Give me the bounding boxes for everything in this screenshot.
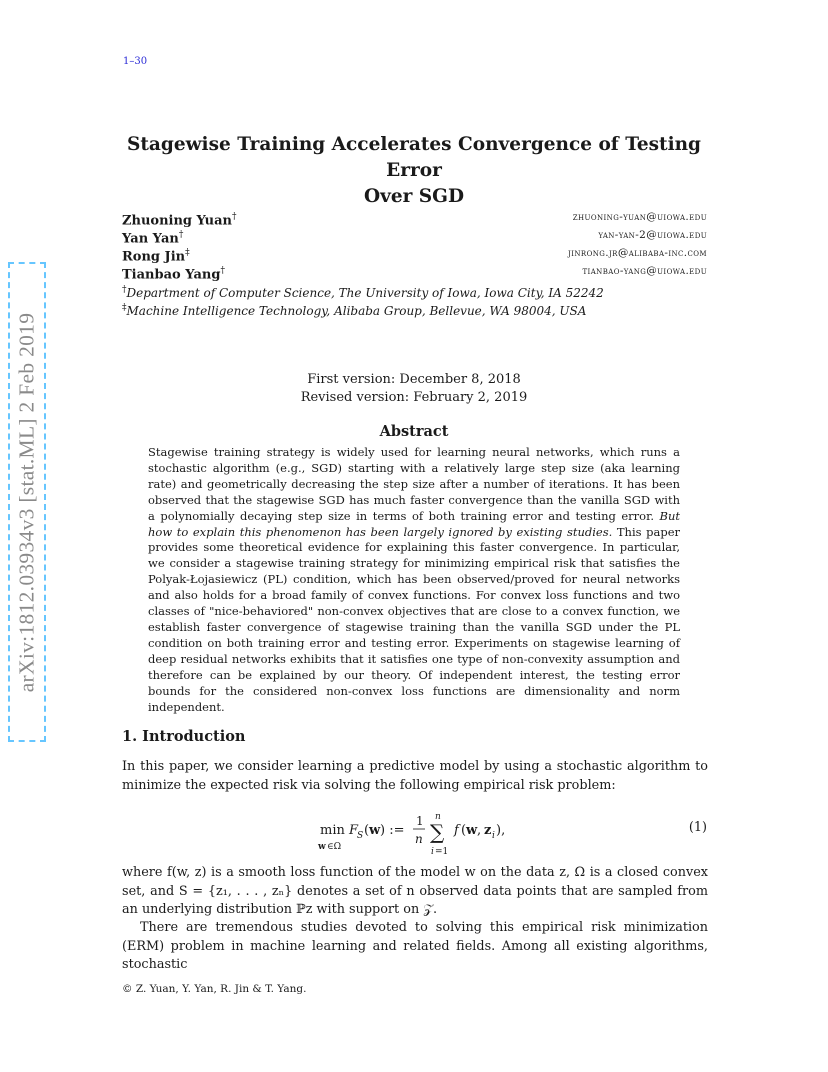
affiliation: ‡Machine Intelligence Technology, Alibaba Group, Bellevue, WA 98004, USA bbox=[122, 303, 587, 318]
svg-text:w: w bbox=[318, 842, 326, 852]
author-name: Tianbao Yang† bbox=[122, 266, 225, 283]
svg-text:S: S bbox=[357, 831, 364, 841]
page-range[interactable]: 1–30 bbox=[123, 56, 148, 67]
affiliation: †Department of Computer Science, The University of Iowa, Iowa City, IA 52242 bbox=[122, 285, 604, 300]
svg-text:,: , bbox=[477, 823, 482, 838]
svg-text:n: n bbox=[415, 832, 423, 846]
svg-text:w: w bbox=[466, 823, 478, 838]
svg-text:z: z bbox=[484, 823, 492, 838]
svg-text:(: ( bbox=[364, 823, 370, 838]
author-name: Rong Jin‡ bbox=[122, 248, 190, 265]
first-version: First version: December 8, 2018 bbox=[307, 372, 521, 387]
arxiv-id: arXiv:1812.03934v3 [stat.ML] 2 Feb 2019 bbox=[14, 312, 39, 692]
svg-text:) :=: ) := bbox=[380, 823, 405, 838]
equation-number: (1) bbox=[688, 820, 707, 835]
svg-text:∈Ω: ∈Ω bbox=[327, 842, 342, 852]
svg-text:),: ), bbox=[496, 823, 506, 838]
paper-title bbox=[100, 132, 728, 210]
author-email[interactable]: zhuoning-yuan@uiowa.edu bbox=[572, 211, 707, 223]
author-name: Zhuoning Yuan† bbox=[122, 212, 237, 229]
title-line-2: Over SGD bbox=[363, 186, 465, 207]
author-email[interactable]: jinrong.jr@alibaba-inc.com bbox=[568, 247, 707, 259]
svg-text:w: w bbox=[369, 823, 381, 838]
svg-text:=1: =1 bbox=[435, 847, 449, 857]
section-heading: 1. Introduction bbox=[122, 728, 246, 745]
svg-text:i: i bbox=[431, 847, 434, 857]
svg-text:min: min bbox=[320, 823, 345, 838]
intro-paragraph: where f(w, z) is a smooth loss function of the model w on the data z, Ω is a closed convex set, and S = {z₁, . . . , zₙ} denotes a set of n observed data points that are sampled from an underlying distribution ℙz with support on 𝒵. bbox=[122, 865, 708, 917]
arxiv-stamp bbox=[8, 262, 46, 742]
title-line-1: Stagewise Training Accelerates Convergence of Testing Error bbox=[127, 134, 701, 181]
svg-text:(: ( bbox=[461, 823, 467, 838]
svg-text:1: 1 bbox=[416, 814, 424, 828]
abstract-heading: Abstract bbox=[379, 423, 449, 440]
svg-text:F: F bbox=[349, 823, 359, 838]
svg-text:∑: ∑ bbox=[430, 820, 445, 844]
author-email[interactable]: yan-yan-2@uiowa.edu bbox=[598, 229, 707, 241]
copyright-footer: © Z. Yuan, Y. Yan, R. Jin & T. Yang. bbox=[122, 983, 307, 995]
intro-paragraph: In this paper, we consider learning a predictive model by using a stochastic algorithm to minimize the expected risk via solving the following empirical risk problem: bbox=[122, 759, 708, 793]
author-name: Yan Yan† bbox=[122, 230, 184, 247]
revised-version: Revised version: February 2, 2019 bbox=[300, 390, 528, 405]
svg-text:f: f bbox=[454, 823, 459, 838]
svg-text:i: i bbox=[492, 831, 495, 841]
abstract-body: Stagewise training strategy is widely used for learning neural networks, which runs a stochastic algorithm (e.g., SGD) starting with a relatively large step size (aka learning rate) and geometrically decreasing the step size after a number of iterations. It has been observed that the stagewise SGD has much faster convergence than the vanilla SGD with a polynomially decaying step size in terms of both training error and testing error. But how to explain this phenomenon has been largely ignored by existing studies. This paper provides some theoretical evidence for explaining this faster convergence. In particular, we consider a stagewise training strategy for minimizing empirical risk that satisfies the Polyak-Łojasiewicz (PL) condition, which has been observed/proved for neural networks and also holds for a broad family of convex functions. For convex loss functions and two classes of "nice-behaviored" non-convex objectives that are close to a convex function, we establish faster convergence of stagewise training than the vanilla SGD under the PL condition on both training error and testing error. Experiments on stagewise learning of deep residual networks exhibits that it satisfies one type of non-convexity assumption and therefore can be explained by our theory. Of independent interest, the testing error bounds for the considered non-convex loss functions are dimensionality and norm independent. bbox=[148, 445, 681, 714]
svg-text:n: n bbox=[435, 812, 441, 822]
intro-paragraph: There are tremendous studies devoted to solving this empirical risk minimization (ERM) problem in machine learning and related fields. Among all existing algorithms, stochastic bbox=[122, 920, 708, 972]
abstract-emphasis: But how to explain this phenomenon has been largely ignored by existing studies. bbox=[148, 508, 681, 539]
author-email[interactable]: tianbao-yang@uiowa.edu bbox=[582, 265, 707, 277]
